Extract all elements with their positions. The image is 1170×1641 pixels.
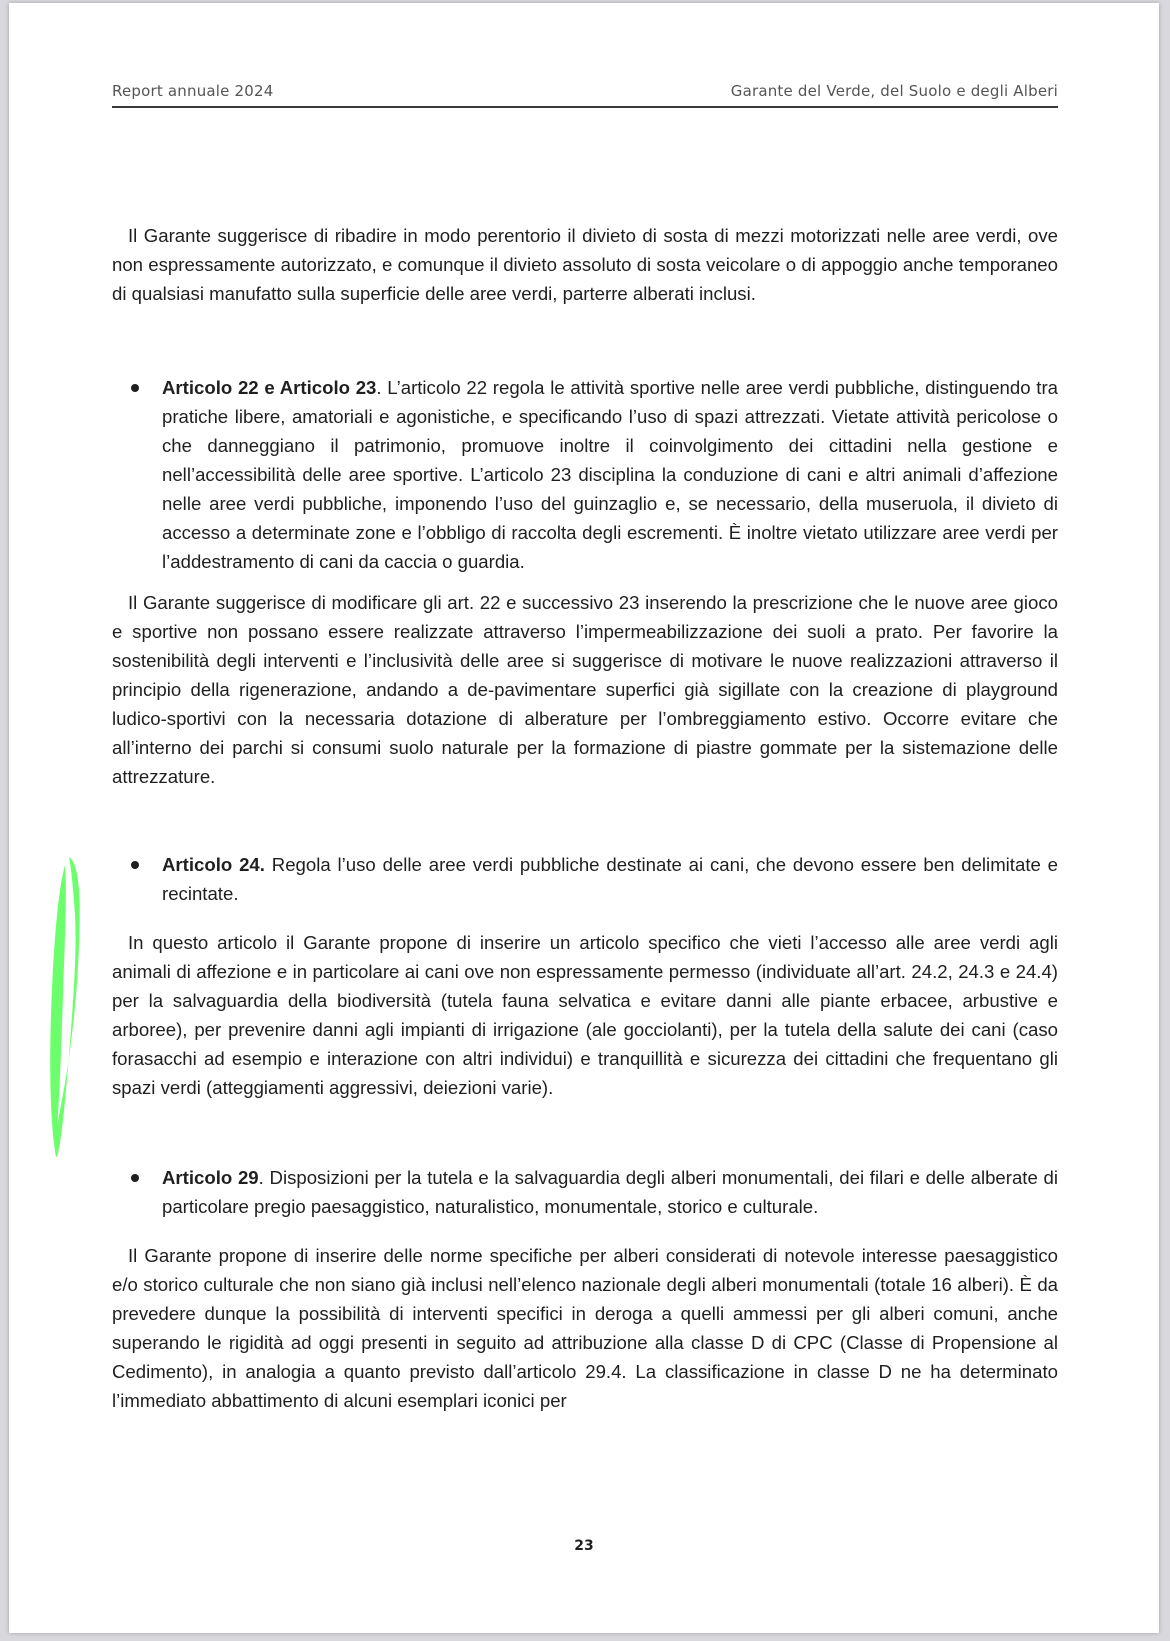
paragraph-dog-access-proposal: In questo articolo il Garante propone di inserire un articolo specifico che vieti l’accesso alle aree verdi agli animali di affezione e in particolare ai cani ove non espressamente permesso (individuate all’art. 24.2, 24.3 e 24.4) per la salvaguardia della biodiversità (tutela fauna selvatica e evitare danni alle piante erbacee, arbustive e arboree), per prevenire danni agli impianti di irrigazione (ale gocciolanti), per la tutela della salute dei cani (caso forasacchi ad esempio e interazione con altri individui) e tranquillità e sicurezza dei cittadini che frequentano gli spazi verdi (atteggiamenti aggressivi, deiezioni varie). (112, 932, 1058, 1098)
paragraph-monumental-trees: Il Garante propone di inserire delle norme specifiche per alberi considerati di notevole interesse paesaggistico e/o storico culturale che non siano già inclusi nell’elenco nazionale degli alberi monumentali (totale 16 alberi). È da prevedere dunque la possibilità di interventi specifici in deroga a quelli ammessi per gli alberi comuni, anche superando le rigidità ad oggi presenti in seguito ad attribuzione alla classe D di CPC (Classe di Propensione al Cedimento), in analogia a quanto previsto dall’articolo 29.4. La classificazione in classe D ne ha determinato l’immediato abbattimento di alcuni esemplari iconici per (112, 1245, 1058, 1411)
document-page (9, 3, 1159, 1633)
bullet-icon (131, 384, 139, 392)
bullet-icon (131, 1174, 139, 1182)
running-header (112, 82, 1058, 108)
list-item-title: Articolo 22 e Articolo 23 (162, 377, 377, 398)
list-item-text: . L’articolo 22 regola le attività sportive nelle aree verdi pubbliche, distinguendo tra pratiche libere, amatoriali e agonistiche, e specificando l’uso di spazi attrezzati. Vietate attività pericolose o che danneggiano il patrimonio, promuove inoltre il coinvolgimento dei cittadini nella gestione e nell’accessibilità delle aree sportive. L’articolo 23 disciplina la conduzione di cani e altri animali d’affezione nelle aree verdi pubbliche, imponendo l’uso del guinzaglio e, se necessario, della museruola, il divieto di accesso a determinate zone e l’obbligo di raccolta degli escrementi. È inoltre vietato utilizzare aree verdi per l’addestramento di cani da caccia o guardia. (162, 377, 1058, 572)
list-item-title: Articolo 29 (162, 1167, 259, 1188)
list-item-text: . Disposizioni per la tutela e la salvaguardia degli alberi monumentali, dei filari e delle alberate di particolare pregio paesaggistico, naturalistico, monumentale, storico e culturale. (162, 1167, 1058, 1217)
bullet-icon (131, 861, 139, 869)
paragraph-playground-proposal: Il Garante suggerisce di modificare gli art. 22 e successivo 23 inserendo la prescrizione che le nuove aree gioco e sportive non possano essere realizzate attraverso l’impermeabilizzazione dei suoli a prato. Per favorire la sostenibilità degli interventi e l’inclusività delle aree si suggerisce di motivare le nuove realizzazioni attraverso il principio della rigenerazione, andando a de-pavimentare superfici già sigillate con la creazione di playground ludico-sportivi con la necessaria dotazione di alberature per l’ombreggiamento estivo. Occorre evitare che all’interno dei parchi si consumi suolo naturale per la formazione di piastre gommate per la sistemazione delle attrezzature. (112, 592, 1058, 787)
list-item-articolo-24 (162, 850, 1058, 908)
list-item-articolo-22-23 (162, 373, 1058, 576)
paragraph-parking-ban: Il Garante suggerisce di ribadire in modo perentorio il divieto di sosta di mezzi motorizzati nelle aree verdi, ove non espressamente autorizzato, e comunque il divieto assoluto di sosta veicolare o di appoggio anche temporaneo di qualsiasi manufatto sulla superficie delle aree verdi, parterre alberati inclusi. (112, 225, 1058, 304)
list-item-title: Articolo 24. (162, 854, 265, 875)
list-item-text: Regola l’uso delle aree verdi pubbliche destinate ai cani, che devono essere ben delimitate e recintate. (162, 854, 1059, 904)
header-report-title: Report annuale 2024 (112, 82, 274, 100)
page-number: 23 (574, 1538, 594, 1554)
header-organization: Garante del Verde, del Suolo e degli Alberi (730, 82, 1058, 100)
highlighter-stroke-icon (39, 855, 99, 1160)
list-item-articolo-29 (162, 1163, 1058, 1221)
